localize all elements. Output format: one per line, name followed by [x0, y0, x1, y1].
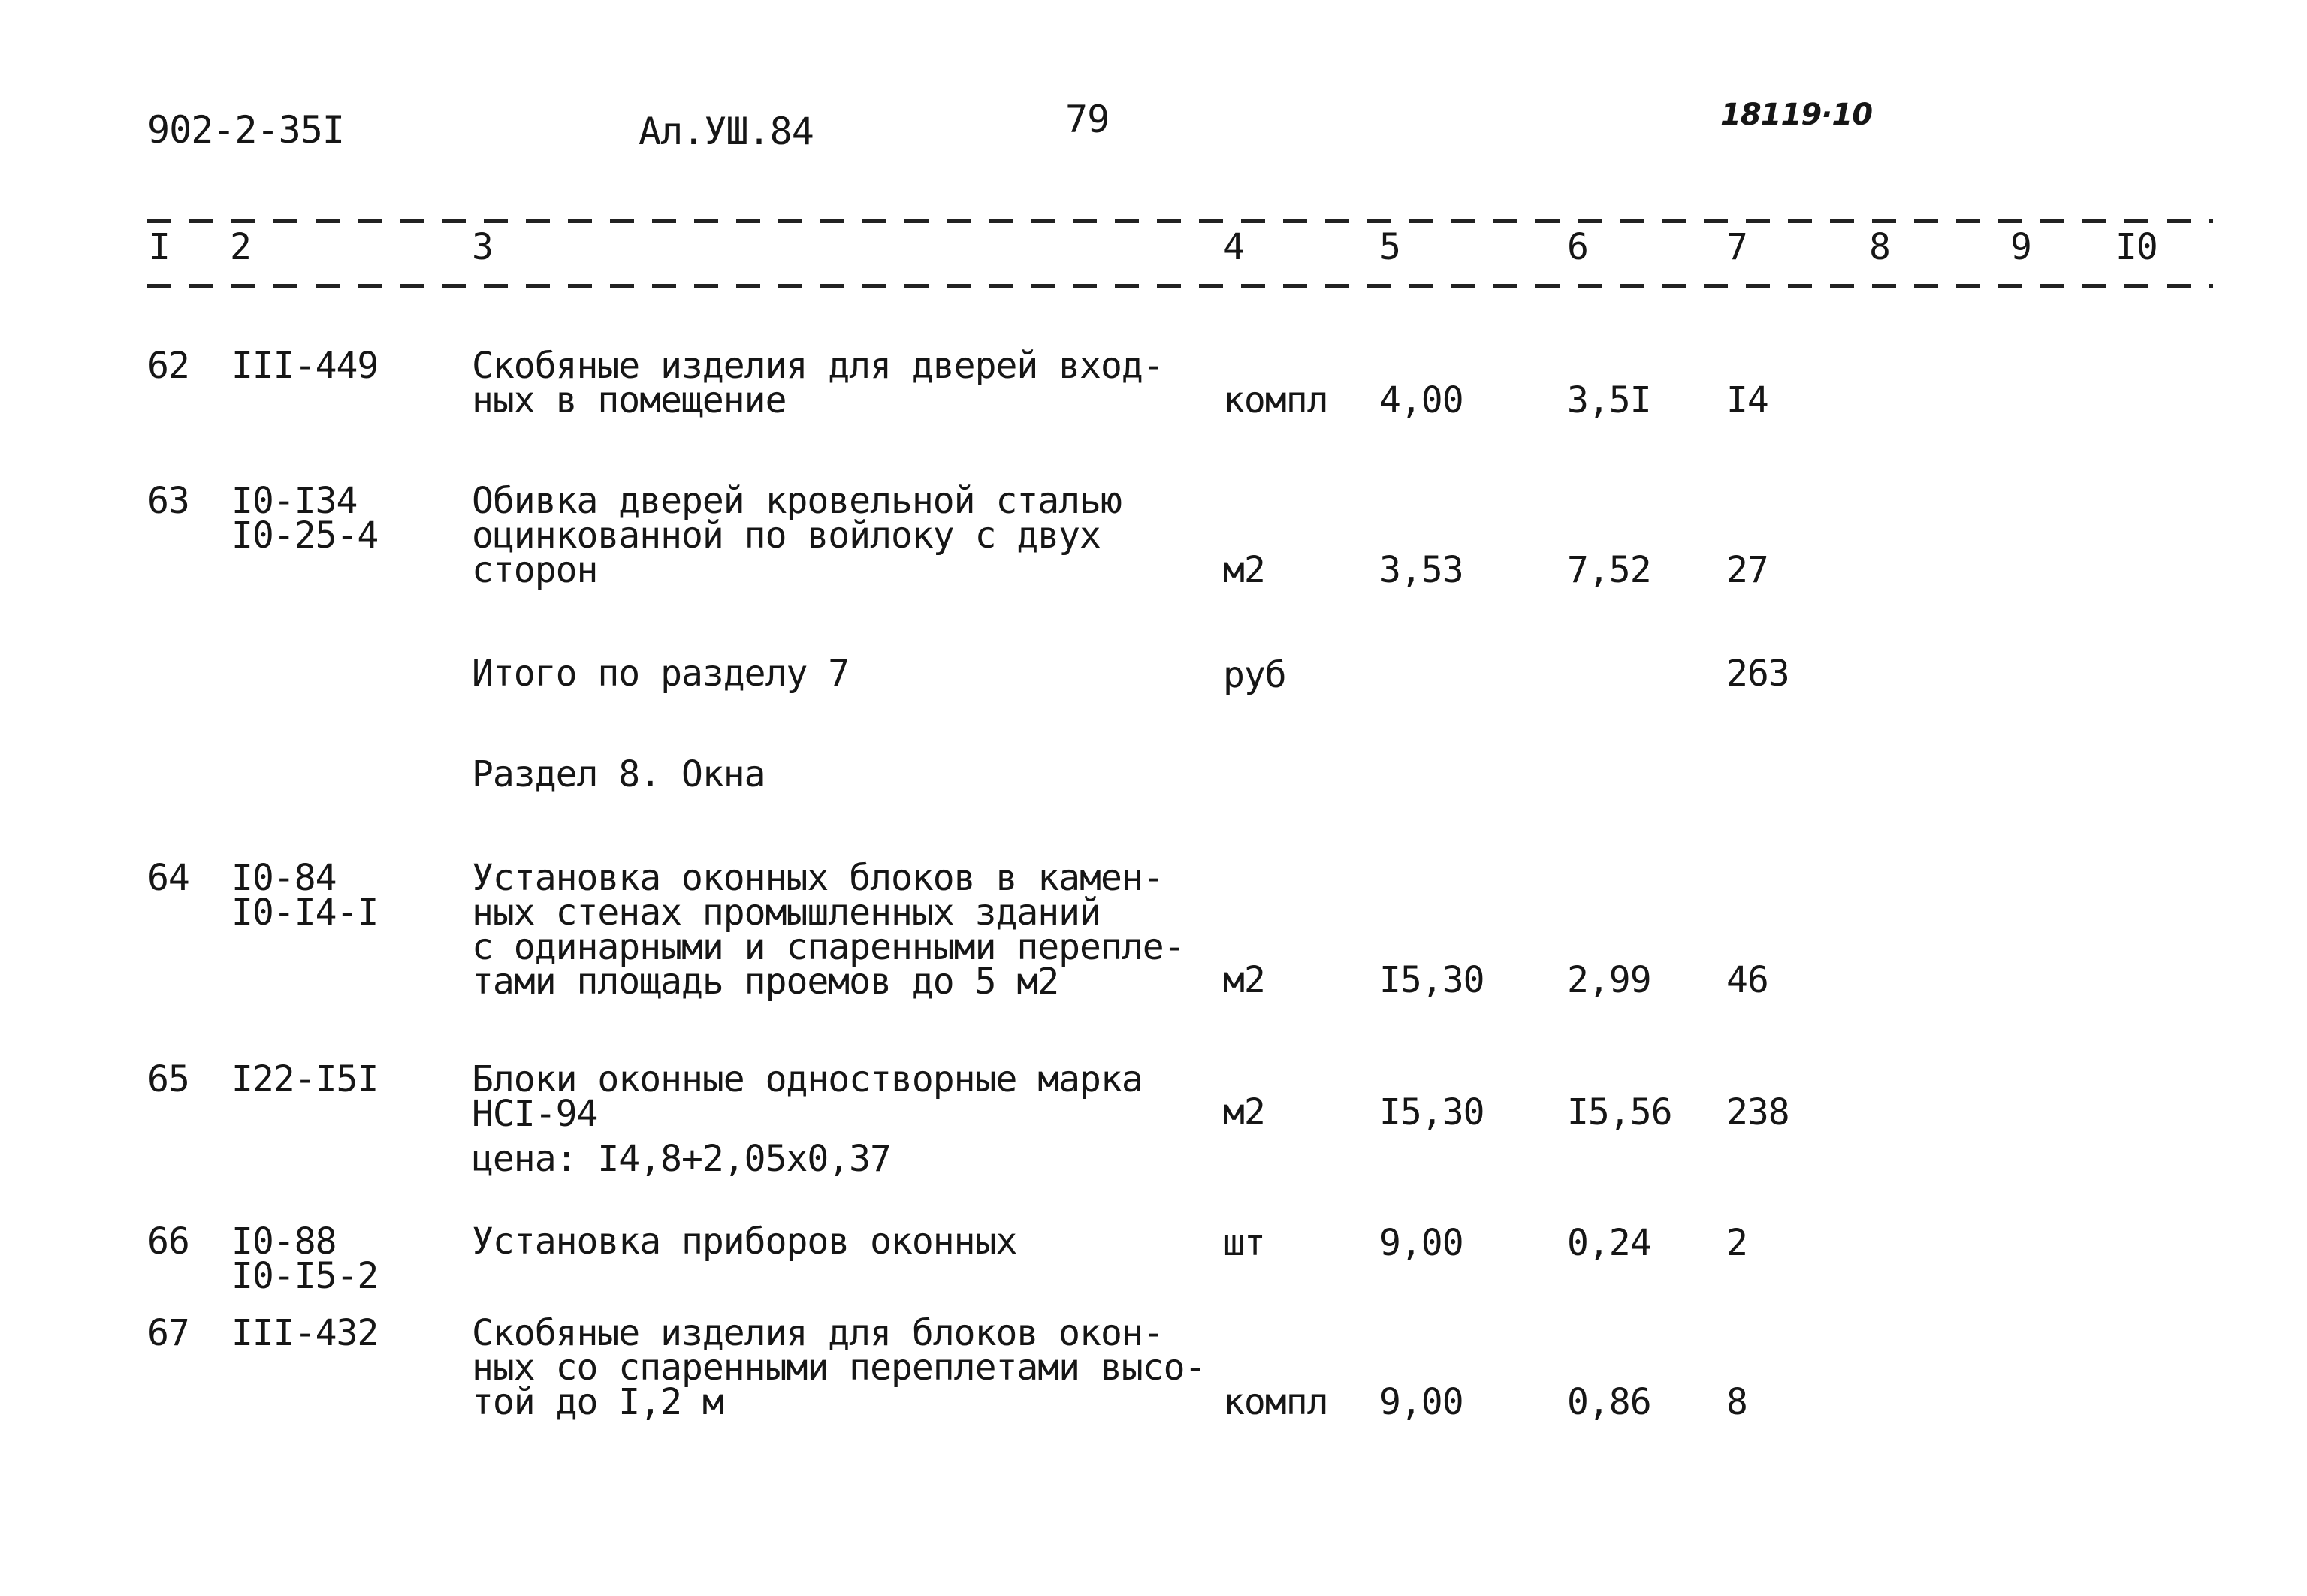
header-top-rule [147, 219, 2213, 223]
unit: руб [1223, 654, 1286, 696]
item-description [472, 1058, 1143, 1135]
description-line: тами площадь проемов до 5 м2 [472, 961, 1059, 1003]
unit-price: 3,5I [1567, 379, 1651, 421]
item-description [472, 857, 1185, 1003]
section-subtotal-label: Итого по разделу 7 [472, 653, 850, 695]
column-header-7: 7 [1726, 226, 1747, 268]
norm-code [231, 857, 379, 934]
quantity: 9,00 [1379, 1381, 1463, 1423]
quantity: I5,30 [1379, 1091, 1484, 1133]
row-number: 65 [147, 1058, 189, 1100]
item-description [472, 480, 1122, 591]
row-number: 64 [147, 857, 189, 899]
norm-code [231, 480, 379, 557]
description-line: оцинкованной по войлоку с двух [472, 514, 1101, 557]
description-line: ных в помещение [472, 379, 787, 421]
quantity: 9,00 [1379, 1222, 1463, 1264]
unit-price: 7,52 [1567, 549, 1651, 591]
unit: шт [1223, 1222, 1265, 1264]
column-header-8: 8 [1869, 226, 1890, 268]
column-header-3: 3 [472, 226, 493, 268]
column-header-10: I0 [2115, 226, 2158, 268]
header-bottom-rule [147, 284, 2213, 288]
unit: компл [1223, 379, 1328, 421]
norm-code [231, 1058, 379, 1100]
norm-code-line: I22-I5I [231, 1058, 379, 1100]
total-cost: I4 [1726, 379, 1768, 421]
page-number: 79 [1065, 98, 1110, 141]
description-line: ных со спаренными переплетами высо- [472, 1347, 1206, 1389]
norm-code-line: I0-I5-2 [231, 1255, 379, 1297]
price-calculation-note: цена: I4,8+2,05х0,37 [472, 1138, 891, 1180]
section-subtotal-value: 263 [1726, 653, 1789, 695]
unit-price: 0,24 [1567, 1222, 1651, 1264]
archive-stamp: 18119·10 [1720, 98, 1873, 132]
norm-code-line: I0-88 [231, 1220, 337, 1263]
total-cost: 238 [1726, 1091, 1789, 1133]
total-cost: 2 [1726, 1222, 1747, 1264]
document-code: 902-2-35I [147, 108, 344, 152]
unit-price: 2,99 [1567, 959, 1651, 1001]
description-line: с одинарными и спаренными перепле- [472, 926, 1185, 968]
row-number: 62 [147, 345, 189, 387]
unit: м2 [1223, 959, 1265, 1001]
unit: м2 [1223, 1091, 1265, 1133]
description-line: сторон [472, 549, 598, 591]
norm-code-line: I0-25-4 [231, 514, 379, 557]
item-description [472, 345, 1164, 421]
norm-code-line: I0-I4-I [231, 892, 379, 934]
description-line: Установка приборов оконных [472, 1220, 1017, 1263]
description-line: той до I,2 м [472, 1381, 723, 1423]
description-line: ных стенах промышленных зданий [472, 892, 1101, 934]
description-line: Скобяные изделия для блоков окон- [472, 1312, 1164, 1354]
unit-price: I5,56 [1567, 1091, 1672, 1133]
column-header-1: I [149, 226, 170, 268]
section-heading: Раздел 8. Окна [472, 753, 765, 795]
column-header-9: 9 [2010, 226, 2031, 268]
norm-code [231, 345, 379, 387]
row-number: 63 [147, 480, 189, 522]
quantity: I5,30 [1379, 959, 1484, 1001]
unit-price: 0,86 [1567, 1381, 1651, 1423]
norm-code-line: I0-I34 [231, 480, 358, 522]
norm-code-line: III-432 [231, 1312, 379, 1354]
column-header-5: 5 [1379, 226, 1400, 268]
unit: м2 [1223, 549, 1265, 591]
item-description [472, 1220, 1017, 1263]
description-line: Установка оконных блоков в камен- [472, 857, 1164, 899]
item-description [472, 1312, 1206, 1423]
quantity: 4,00 [1379, 379, 1463, 421]
norm-code [231, 1220, 379, 1297]
description-line: Блоки оконные одностворные марка [472, 1058, 1143, 1100]
norm-code-line: III-449 [231, 345, 379, 387]
description-line: Скобяные изделия для дверей вход- [472, 345, 1164, 387]
description-line: Обивка дверей кровельной сталью [472, 480, 1122, 522]
quantity: 3,53 [1379, 549, 1463, 591]
row-number: 67 [147, 1312, 189, 1354]
row-number: 66 [147, 1220, 189, 1263]
norm-code-line: I0-84 [231, 857, 337, 899]
description-line: НСI-94 [472, 1093, 598, 1135]
column-header-6: 6 [1567, 226, 1588, 268]
unit: компл [1223, 1381, 1328, 1423]
column-header-2: 2 [230, 226, 251, 268]
column-header-4: 4 [1223, 226, 1244, 268]
norm-code [231, 1312, 379, 1354]
total-cost: 27 [1726, 549, 1768, 591]
total-cost: 8 [1726, 1381, 1747, 1423]
total-cost: 46 [1726, 959, 1768, 1001]
album-number: Ал.УШ.84 [639, 110, 814, 153]
